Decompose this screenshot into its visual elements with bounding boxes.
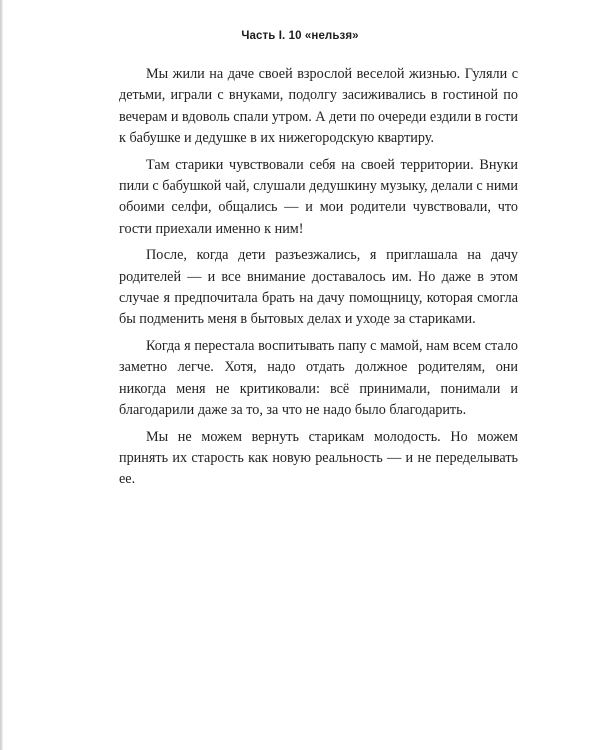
paragraph: После, когда дети разъезжались, я приглашала на дачу родителей — и все внимание доставалось им. Но даже в этом случае я предпочитала брать на дачу помощницу, которая смогла бы подменить меня в бытовых делах и уходе за стариками. — [119, 247, 518, 328]
page-edge — [0, 0, 3, 750]
running-head: Часть I. 10 «нельзя» — [241, 30, 359, 42]
paragraph: Когда я перестала воспитывать папу с мамой, нам всем стало заметно легче. Хотя, надо отдать должное родителям, они никогда меня не критиковали: всё принимали, понимали и благодарили даже за то, за что не надо было благодарить. — [119, 337, 518, 419]
paragraph: Там старики чувствовали себя на своей территории. Внуки пили с бабушкой чай, слушали дедушкину музыку, делали с ними обоими селфи, общались — и мои родители чувствовали, что гости приехали именно к ним! — [119, 156, 518, 237]
paragraph: Мы жили на даче своей взрослой веселой жизнью. Гуляли с детьми, играли с внуками, подолгу засиживались в гостиной по вечерам и вдоволь спали утром. А дети по очереди ездили в гости к бабушке и дедушке в их нижегородскую квартиру. — [119, 66, 518, 147]
paragraph: Мы не можем вернуть старикам молодость. Но можем принять их старость как новую реальность — и не переделывать ее. — [119, 428, 518, 488]
body-text — [119, 64, 518, 496]
